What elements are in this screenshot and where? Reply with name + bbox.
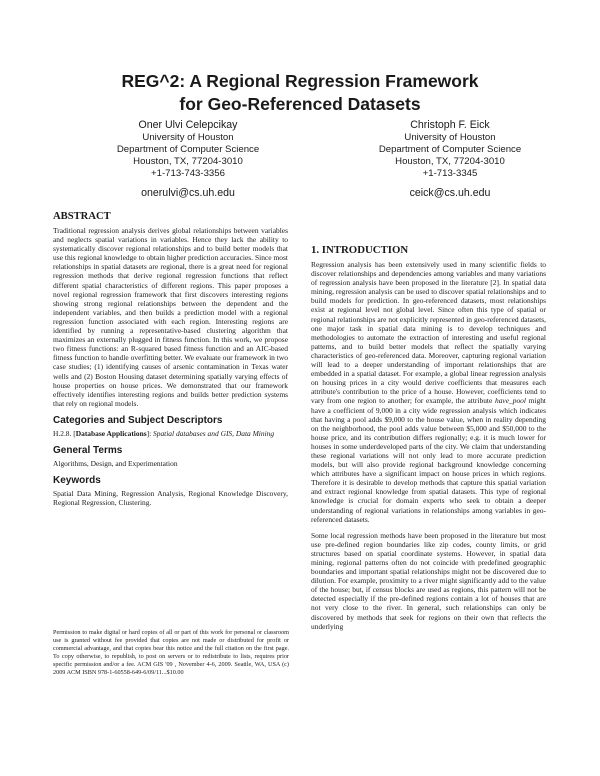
categories-separator: ]: <box>146 428 154 438</box>
general-terms-text: Algorithms, Design, and Experimentation <box>53 458 178 468</box>
paper-title <box>40 70 560 116</box>
categories-heading: Categories and Subject Descriptors <box>53 414 223 426</box>
author-address: Houston, TX, 77204-3010 <box>133 156 243 167</box>
author-block-1 <box>68 118 308 199</box>
permission-notice: Permission to make digital or hard copies of all or part of this work for personal or classroom use is granted without fee provided that copies are not made or distributed for profit or commercial advantage, and that copies bear this notice and the full citation on the first page. To copy otherwise, to republish, to post on servers or to redistribute to lists, requires prior specific permission and/or a fee. ACM GIS '09 , November 4-6, 2009. Seattle, WA, USA (c) 2009 ACM ISBN 978-1-60558-649-6/09/11...$10.00 <box>53 629 289 676</box>
author-name: Christoph F. Eick <box>410 119 490 131</box>
introduction-heading: 1. INTRODUCTION <box>311 244 409 256</box>
author-email: ceick@cs.uh.edu <box>409 187 491 199</box>
categories-code: H.2.8. [ <box>53 428 76 438</box>
categories-italic-text: Spatial databases and GIS, Data Mining <box>153 428 275 438</box>
intro-p1-italic-term: have_pool <box>494 396 526 406</box>
categories-text <box>53 429 288 438</box>
introduction-paragraph-2: Some local regression methods have been proposed in the literature but most use pre-defined region boundaries like zip codes, county limits, or grid structures based on spatial coordinate systems. However, in spatial data mining, regional patterns often do not coincide with predefined geographic boundaries and important spatial relationships might not be discovered due to dilution. For example, proximity to a river might significantly add to the value of the house; but, if census blocks are used as regions, this pattern will not be detected especially if the pre-defined regions contain a lot of houses that are not very close to the river. In general, such relationships can only be discovered by methods that seek for regions on their own that reflects the underlying <box>311 530 546 631</box>
intro-p1-part-1: Regression analysis has been extensively used in many scientific fields to discover relationships and dependencies among variables and many variations of regression analysis have been proposed in the literature [2]. In spatial data mining, regression analysis can be used to discover spatial relationships and to build models for prediction. In geo-referenced datasets, most relationships exist at regional level not global level. Since often this type of spatial or regional relationships are not explicitly represented in geo-referenced datasets, one major task in spatial data mining is to develop techniques and methodologies to automate the extraction of interesting and useful regional patterns, and to build better models that reflect the spatially varying characteristics of geo-referenced data. Moreover, capturing regional variation will lead to a deeper understanding of important relationships that are embedded in a spatial dataset. For example, a global linear regression analysis on housing prices in a city would derive coefficients that measures each attribute's contribution to the price of a house. However, coefficients tend to vary from one region to another; for example, the attribute <box>311 260 546 406</box>
author-phone: +1-713-743-3356 <box>151 168 225 179</box>
right-column <box>311 244 546 631</box>
author-affiliation: University of Houston <box>404 132 496 143</box>
author-address: Houston, TX, 77204-3010 <box>395 156 505 167</box>
keywords-text: Spatial Data Mining, Regression Analysis, Regional Knowledge Discovery, Regional Regression, Clustering. <box>53 489 288 508</box>
author-email: onerulvi@cs.uh.edu <box>141 187 235 199</box>
author-department: Department of Computer Science <box>116 144 260 155</box>
author-affiliation: University of Houston <box>142 132 234 143</box>
introduction-paragraph-1 <box>311 260 546 524</box>
categories-bold-label: Database Applications <box>75 428 147 438</box>
abstract-heading: ABSTRACT <box>53 211 111 222</box>
title-line-1: REG^2: A Regional Regression Framework <box>121 71 479 91</box>
author-name: Oner Ulvi Celepcikay <box>138 119 238 131</box>
author-phone: +1-713-3345 <box>422 168 478 179</box>
title-line-2: for Geo-Referenced Datasets <box>179 94 421 114</box>
left-column <box>53 210 288 507</box>
keywords-heading: Keywords <box>53 475 101 487</box>
author-department: Department of Computer Science <box>378 144 522 155</box>
general-terms-heading: General Terms <box>53 444 123 456</box>
intro-p1-part-2: might have a coefficient of 9,000 in a city wide regression analysis which indicates that having a pool adds $9,000 to the house value, when in reality depending on the neighborhood, the pool adds value between $5,000 and $50,000 to the house price, and its contribution differs regionally; e.g. it is much lower for houses in some underdeveloped parts of the city. We claim that understanding these regional variations will not only lead to more accurate prediction models, but will also provide regional background knowledge concerning which attributes have a significant impact on house prices in which regions. Therefore it is desirable to develop methods that capture this spatial variation and extract regional knowledge from spatial datasets. This type of regional knowledge is crucial for domain experts who seek to obtain a deeper understanding of regional variations in relationships among variables in geo-referenced datasets. <box>311 396 546 524</box>
author-block-2 <box>330 118 570 199</box>
abstract-text: Traditional regression analysis derives global relationships between variables and neglects spatial variations in variables. Hence they lack the ability to systematically discover regional relationships and to build better models that use this regional knowledge to obtain higher prediction accuracies. Since most relationships in spatial datasets are regional, there is a great need for regional regression methods that derive regional regression functions that reflect different spatial characteristics of different regions. This paper proposes a novel regional regression framework that first discovers interesting regions showing strong regional relationships between the dependent and the independent variables, and then builds a prediction model with a regional regression function associated with each region. Interesting regions are identified by running a representative-based clustering algorithm that maximizes an externally plugged in fitness function. In this work, we propose two fitness functions: an R-squared based fitness function and an AIC-based fitness function to handle overfitting better. We evaluate our framework in two case studies; (1) identifying causes of arsenic contamination in Texas water wells and (2) Boston Housing dataset determining spatially varying effects of house properties on house prices. We demonstrated that our framework effectively identifies interesting regions and builds better prediction systems that rely on regional models. <box>53 226 288 408</box>
